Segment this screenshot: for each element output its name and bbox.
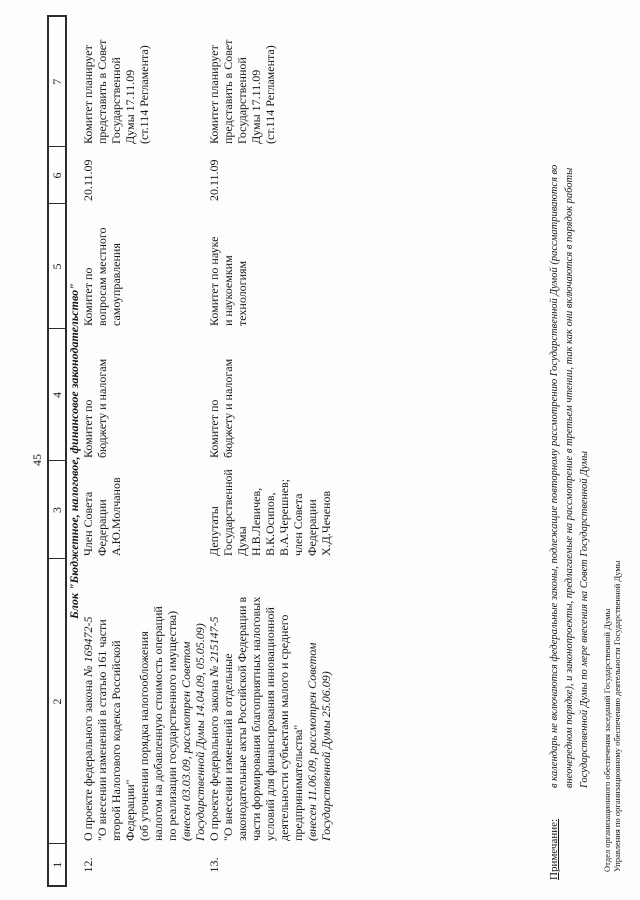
bill-intro: О проекте федерального закона [81, 679, 95, 841]
column-number-header-7: 7 [48, 16, 66, 147]
bill-cell [81, 559, 207, 844]
bill-cell [207, 559, 333, 844]
status-cell: Комитет планирует представить в Совет Государственной Думы 17.11.09 (ст.114 Регламента) [81, 39, 151, 144]
initiator-cell: Член Совета Федерации А.Ю.Молчанов [81, 477, 123, 556]
block-title: Блок "Бюджетное, налоговое, финансовое законодательство" [67, 283, 81, 619]
table-row-item-12 [81, 16, 207, 886]
bill-history-lines: (внесен 03.03.09, рассмотрен Советом Государственной Думы 14.04.09, 05.05.09) [179, 623, 207, 841]
bill-intro-line [207, 562, 221, 841]
column-number-header-1: 1 [48, 844, 66, 886]
footnote-text: в календарь не включаются федеральные законы, подлежащие повторному рассмотрению Государственной Думой (рассматриваются во внеочередном порядке), и законопроекты, предлагаемые на рассмотрение в третьем чтении, так как они включаются в порядок работы Государственной Думы по мере внесения на Совет Государственной Думы [549, 164, 590, 788]
date-cell: 20.11.09 [81, 159, 95, 201]
bill-intro: О проекте федерального закона [207, 679, 221, 841]
column-number-header-4: 4 [48, 329, 66, 461]
block-title-row [66, 16, 81, 886]
column-number-header-3: 3 [48, 461, 66, 559]
table-row-item-13 [207, 16, 333, 886]
column-number-row [48, 16, 66, 886]
footnote [547, 165, 592, 880]
column-number-header-6: 6 [48, 147, 66, 204]
footnote-label: Примечание: [548, 818, 560, 880]
item-number-cell: 13. [207, 857, 221, 873]
bill-number: № 215147-5 [207, 616, 221, 677]
status-cell: Комитет планирует представить в Совет Государственной Думы 17.11.09 (ст.114 Регламента) [207, 39, 277, 144]
page-number: 45 [30, 454, 44, 466]
bill-intro-line [81, 562, 95, 841]
date-cell: 20.11.09 [207, 159, 221, 201]
column-number-header-5: 5 [48, 204, 66, 329]
bill-subject-lines: (об уточнении порядка налогообложения налогом на добавленную стоимость операций по реализации государственного имущества) [137, 606, 179, 841]
co-committee-cell: Комитет по вопросам местного самоуправления [81, 227, 123, 326]
co-committee-cell: Комитет по науке и наукоемким технологиям [207, 236, 249, 326]
bill-title-lines: "О внесении изменений в статью 161 части второй Налогового кодекса Российской Федерации" [95, 619, 137, 841]
item-number-cell: 12. [81, 857, 95, 873]
bill-title-lines: "О внесении изменений в отдельные законодательные акты Российской Федерации в части формирования благоприятных налоговых условий для финансирования инновационной деятельности субъектами малого и среднего предпринимательства" [221, 596, 305, 841]
legislation-table [47, 15, 333, 887]
column-number-header-2: 2 [48, 559, 66, 844]
bill-number: № 169472-5 [81, 616, 95, 677]
responsible-committee-cell: Комитет по бюджету и налогам [81, 358, 109, 458]
org-signature: Отдел организационного обеспечения заседаний Государственной Думы Управления по организационному обеспечению деятельности Государственной Думы [602, 560, 622, 872]
bill-history-lines: (внесен 11.06.09, рассмотрен Советом Государственной Думы 25.06.09) [305, 642, 333, 841]
initiator-cell: Депутаты Государственной Думы Н.В.Левичев, В.К.Осипов, В.А.Черешнев; член Совета Федерации Х.Д.Чеченов [207, 469, 333, 556]
responsible-committee-cell: Комитет по бюджету и налогам [207, 358, 235, 458]
